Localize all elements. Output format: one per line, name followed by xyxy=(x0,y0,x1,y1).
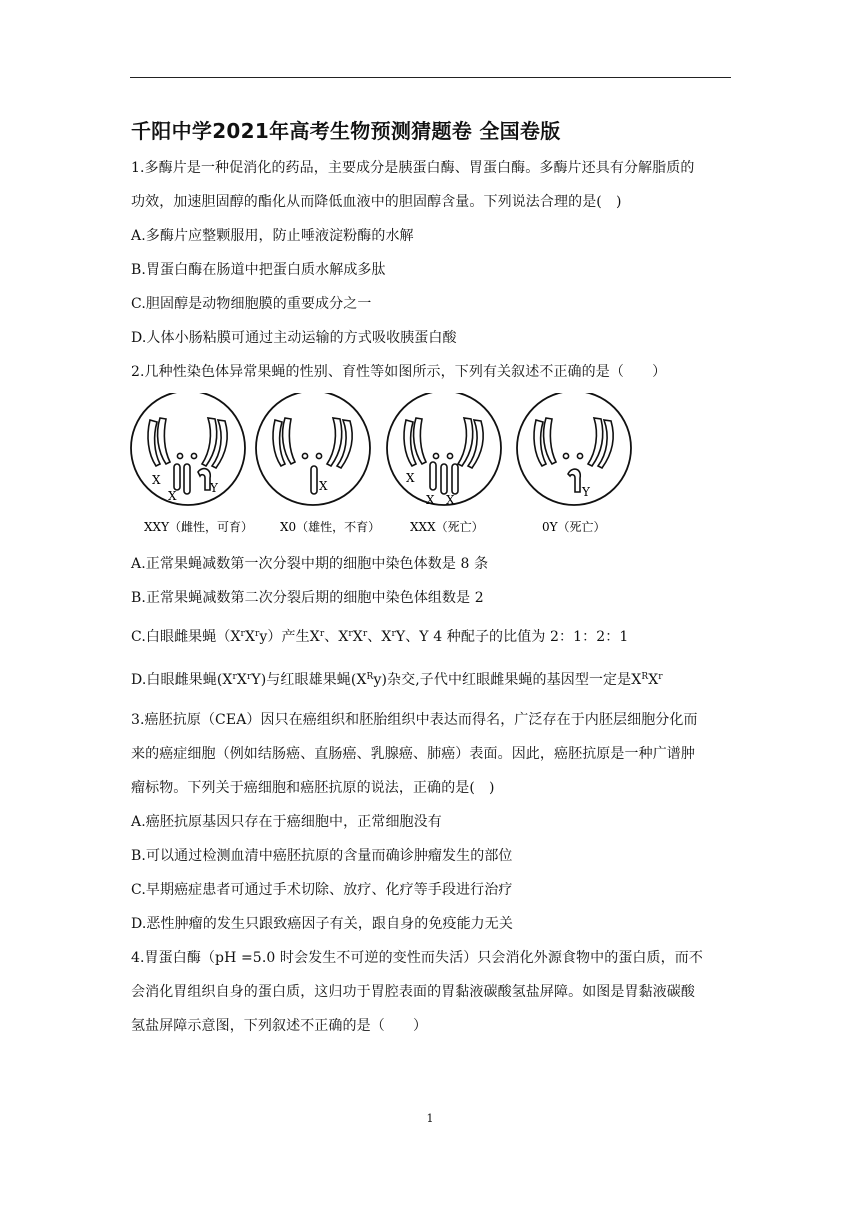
label-y: Y xyxy=(582,485,590,499)
q1-stem-line2: 功效，加速胆固醇的酯化从而降低血液中的胆固醇含量。下列说法合理的是( ) xyxy=(131,194,622,210)
q1-option-c: C.胆固醇是动物细胞膜的重要成分之一 xyxy=(131,296,372,312)
label-x: X xyxy=(152,473,161,487)
cell-0y xyxy=(517,393,631,505)
q3-option-c: C.早期癌症患者可通过手术切除、放疗、化疗等手段进行治疗 xyxy=(131,882,513,898)
q3-option-d: D.恶性肿瘤的发生只跟致癌因子有关，跟自身的免疫能力无关 xyxy=(131,916,513,932)
page-title: 千阳中学2021年高考生物预测猜题卷 全国卷版 xyxy=(131,119,561,143)
cell-x0 xyxy=(256,393,370,505)
caption-x0: X0（雄性，不育） xyxy=(280,520,381,534)
q3-option-b: B.可以通过检测血清中癌胚抗原的含量而确诊肿瘤发生的部位 xyxy=(131,848,513,864)
caption-xxx: XXX（死亡） xyxy=(410,520,484,534)
q3-option-a: A.癌胚抗原基因只存在于癌细胞中，正常细胞没有 xyxy=(131,814,442,830)
q1-option-a: A.多酶片应整颗服用，防止唾液淀粉酶的水解 xyxy=(131,228,414,244)
label-y: Y xyxy=(210,481,218,495)
caption-xxy: XXY（雌性，可育） xyxy=(144,520,254,534)
q3-stem-line2: 来的癌症细胞（例如结肠癌、直肠癌、乳腺癌、肺癌）表面。因此，癌胚抗原是一种广谱肿 xyxy=(131,746,695,762)
q1-option-b: B.胃蛋白酶在肠道中把蛋白质水解成多肽 xyxy=(131,262,386,278)
q2-option-d: D.白眼雌果蝇$(X^rX^rY)$与红眼雄果蝇$(X^Ry)$杂交,子代中红眼雌果蝇的基因型一定是$X^RX^r$ xyxy=(131,672,663,688)
q1-stem-line1: 1.多酶片是一种促消化的药品，主要成分是胰蛋白酶、胃蛋白酶。多酶片还具有分解脂质的 xyxy=(131,160,695,176)
q4-stem-line1: 4.胃蛋白酶（pH =5.0 时会发生不可逆的变性而失活）只会消化外源食物中的蛋白质，而不 xyxy=(131,950,703,966)
label-x: X xyxy=(168,489,177,503)
q2-stem: 2.几种性染色体异常果蝇的性别、育性等如图所示，下列有关叙述不正确的是（ ） xyxy=(131,364,667,380)
q2-option-b: B.正常果蝇减数第二次分裂后期的细胞中染色体组数是 2 xyxy=(131,590,484,606)
q2-option-c: C.白眼雌果蝇$(X^rX^ry)$产生$X^r$、$X^rX^r$、$X^rY$、Y 4 种配子的比值为 2：1：2：1 xyxy=(131,629,629,645)
label-x: X xyxy=(319,479,328,493)
caption-0y: 0Y（死亡） xyxy=(542,520,606,534)
q4-stem-line3: 氢盐屏障示意图，下列叙述不正确的是（ ） xyxy=(131,1018,428,1034)
cell-xxy xyxy=(131,393,245,505)
label-x: X xyxy=(446,493,455,507)
page-number: 1 xyxy=(426,1112,434,1125)
q3-stem-line1: 3.癌胚抗原（CEA）因只在癌组织和胚胎组织中表达而得名，广泛存在于内胚层细胞分化而 xyxy=(131,712,698,728)
label-x: X xyxy=(406,471,415,485)
cell-xxx xyxy=(387,393,501,507)
q4-stem-line2: 会消化胃组织自身的蛋白质，这归功于胃腔表面的胃黏液碳酸氢盐屏障。如图是胃黏液碳酸 xyxy=(131,984,695,1000)
header-rule xyxy=(130,77,731,78)
label-x: X xyxy=(426,493,435,507)
q1-option-d: D.人体小肠粘膜可通过主动运输的方式吸收胰蛋白酸 xyxy=(131,330,457,346)
q3-stem-line3: 瘤标物。下列关于癌细胞和癌胚抗原的说法，正确的是( ) xyxy=(131,780,495,796)
chromosome-figure xyxy=(130,393,650,543)
q2-option-a: A.正常果蝇减数第一次分裂中期的细胞中染色体数是 8 条 xyxy=(131,556,489,572)
